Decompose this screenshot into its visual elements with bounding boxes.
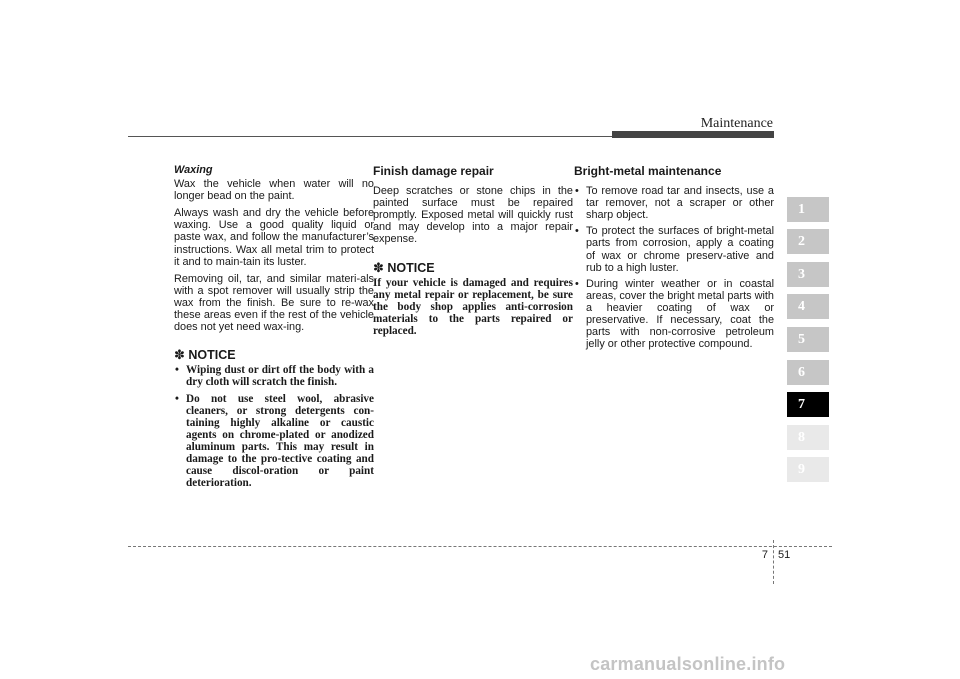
list-item: • During winter weather or in coastal areas, cover the bright metal parts with a heavier coating of wax or preservative. If necessary, coat the parts with non-corrosive petroleum jelly or other protective compound. xyxy=(575,277,774,351)
notice-title: NOTICE xyxy=(387,260,435,275)
notice-star-icon: ✽ xyxy=(174,347,185,363)
finish-damage-heading: Finish damage repair xyxy=(373,164,494,178)
section-title: Maintenance xyxy=(700,116,773,131)
bright-metal-list xyxy=(574,185,774,350)
notice-title: NOTICE xyxy=(188,348,236,363)
header-rule xyxy=(128,136,612,137)
chapter-tab-2[interactable]: 2 xyxy=(787,229,829,254)
chapter-tab-1[interactable]: 1 xyxy=(787,197,829,222)
footer-rule xyxy=(128,546,832,547)
chapter-tab-7-active[interactable]: 7 xyxy=(787,392,829,417)
waxing-column xyxy=(174,164,374,493)
waxing-paragraph: Wax the vehicle when water will no longer bead on the paint. xyxy=(174,178,374,203)
waxing-notice-list xyxy=(174,364,374,489)
header-rule-accent xyxy=(612,131,774,138)
list-item: • To protect the surfaces of bright-metal parts from corrosion, apply a coating of wax or chrome preserv-ative and rub to a high luster. xyxy=(575,225,774,274)
chapter-tab-8[interactable]: 8 xyxy=(787,425,829,450)
list-item: • Do not use steel wool, abrasive cleaners, or strong detergents con-taining highly alkaline or caustic agents on chrome-plated or anodized aluminum parts. This may result in damage to the pro-tective coating and cause discol-oration or paint deterioration. xyxy=(175,392,374,490)
waxing-heading: Waxing xyxy=(174,164,213,176)
chapter-tab-6[interactable]: 6 xyxy=(787,360,829,385)
chapter-tab-4[interactable]: 4 xyxy=(787,294,829,319)
page-number: 51 xyxy=(778,549,791,561)
bright-metal-column xyxy=(574,164,774,354)
page-chapter-number: 7 xyxy=(761,549,768,561)
waxing-notice-heading xyxy=(174,349,374,361)
finish-damage-notice-text: If your vehicle is damaged and requires any metal repair or replacement, be sure the body shop applies anti-corrosion materials to the parts repaired or replaced. xyxy=(373,276,573,338)
list-item: • Wiping dust or dirt off the body with a dry cloth will scratch the finish. xyxy=(175,364,374,389)
notice-star-icon: ✽ xyxy=(373,259,384,275)
chapter-tab-5[interactable]: 5 xyxy=(787,327,829,352)
finish-damage-notice-heading xyxy=(373,259,573,275)
finish-damage-column xyxy=(373,164,573,337)
watermark: carmanualsonline.info xyxy=(590,654,786,674)
footer-divider xyxy=(773,540,774,584)
finish-damage-paragraph: Deep scratches or stone chips in the painted surface must be repaired promptly. Exposed metal will quickly rust and may develop into a major repair expense. xyxy=(373,185,573,246)
bright-metal-heading: Bright-metal maintenance xyxy=(574,164,722,178)
waxing-paragraph: Always wash and dry the vehicle before waxing. Use a good quality liquid or paste wax, and follow the manufacturer’s instructions. Wax all metal trim to protect it and to main-tain its luster. xyxy=(174,207,374,268)
chapter-tab-3[interactable]: 3 xyxy=(787,262,829,287)
chapter-tab-9[interactable]: 9 xyxy=(787,457,829,482)
waxing-paragraph: Removing oil, tar, and similar materi-als with a spot remover will usually strip the wax from the finish. Be sure to re-wax these areas even if the rest of the vehicle does not yet need wax-ing. xyxy=(174,272,374,334)
list-item: • To remove road tar and insects, use a tar remover, not a scraper or other sharp object. xyxy=(575,185,774,222)
